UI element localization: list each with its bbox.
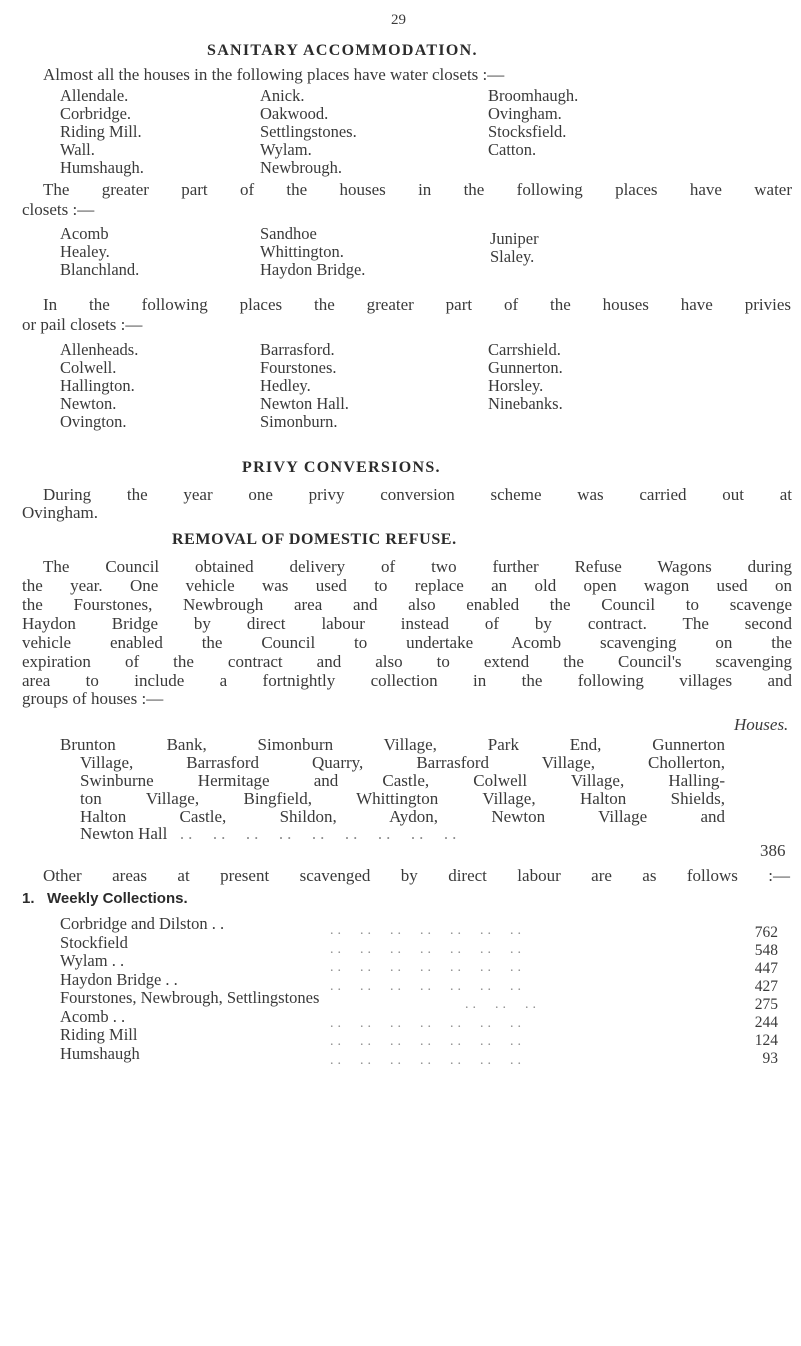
refuse-heading: REMOVAL OF DOMESTIC REFUSE. — [172, 531, 457, 548]
water-closet-column-2 — [260, 87, 357, 177]
refuse-paragraph-line: Haydon Bridge by direct labour instead of by contract. The second — [22, 614, 792, 633]
place-name: Juniper — [490, 229, 539, 248]
place-name: Ovington. — [60, 412, 127, 431]
houses-column-label: Houses. — [734, 715, 789, 734]
dot-leader: .. .. .. .. .. .. .. .. .. — [171, 824, 461, 843]
place-name: Settlingstones. — [260, 122, 357, 141]
refuse-paragraph-line: the year. One vehicle was used to replace an old open wagon used on — [22, 576, 792, 595]
privy-column-2 — [260, 341, 349, 431]
weekly-row-houses: 124 — [754, 1032, 778, 1049]
weekly-collections-heading: 1. Weekly Collections. — [22, 890, 188, 907]
place-name: Oakwood. — [260, 104, 329, 123]
refuse-paragraph-line: groups of houses :— — [22, 689, 164, 708]
place-name: Humshaugh. — [60, 158, 144, 177]
villages-houses-count: 386 — [760, 841, 786, 860]
weekly-row-place: Wylam . . — [60, 951, 125, 970]
greater-part-column-3 — [490, 230, 539, 266]
privy-conversions-heading: PRIVY CONVERSIONS. — [242, 459, 441, 476]
weekly-row-place: Humshaugh — [60, 1043, 140, 1063]
place-name: Hallington. — [60, 376, 135, 395]
villages-last-line: Newton Hall — [80, 824, 168, 843]
place-name: Carrshield. — [488, 340, 561, 359]
place-name: Wall. — [60, 140, 95, 159]
privy-column-3 — [488, 341, 563, 413]
sanitary-heading: SANITARY ACCOMMODATION. — [207, 42, 478, 59]
weekly-places-column — [60, 915, 319, 1063]
weekly-row-houses: 427 — [754, 978, 778, 995]
weekly-row-place: Corbridge and Dilston . . — [60, 914, 225, 933]
place-name: Catton. — [488, 140, 537, 159]
privies-intro-line-1: In the following places the greater part of the houses have privies — [43, 295, 791, 314]
place-name: Horsley. — [488, 376, 544, 395]
weekly-dot-leaders: .. .. .. .. .. .. .. .. .. .. .. .. .. .. .. .. .. .. .. .. .. .. .. .. .. .. .. .. .. .. .. .. .. .. .. .. .. .. .. .. .. .. .. .. .. .. .. .. .. .. .. .. — [330, 923, 540, 1068]
place-name: Healey. — [60, 242, 110, 261]
weekly-row-place: Acomb . . — [60, 1006, 126, 1026]
place-name: Anick. — [260, 86, 305, 105]
place-name: Newton. — [60, 394, 117, 413]
place-name: Ninebanks. — [488, 394, 563, 413]
place-name: Stocksfield. — [488, 122, 567, 141]
weekly-row-place: Stockfield — [60, 932, 128, 952]
place-name: Wylam. — [260, 140, 312, 159]
sanitary-intro: Almost all the houses in the following places have water closets :— — [43, 65, 505, 84]
weekly-row-houses: 548 — [754, 942, 778, 959]
weekly-row-place: Riding Mill — [60, 1025, 138, 1044]
water-closet-column-1 — [60, 87, 144, 177]
weekly-row-place: Fourstones, Newbrough, Settlingstones — [60, 988, 320, 1007]
place-name: Newbrough. — [260, 158, 343, 177]
place-name: Sandhoe — [260, 224, 317, 243]
refuse-paragraph-line: The Council obtained delivery of two further Refuse Wagons during — [43, 557, 792, 576]
place-name: Barrasford. — [260, 340, 335, 359]
place-name: Newton Hall. — [260, 394, 349, 413]
place-name: Slaley. — [490, 247, 535, 266]
privy-column-1 — [60, 341, 138, 431]
place-name: Blanchland. — [60, 260, 140, 279]
weekly-row-houses: 447 — [754, 960, 778, 977]
privy-conversions-line-2: Ovingham. — [22, 503, 99, 522]
place-name: Acomb — [60, 224, 109, 243]
greater-part-intro-line-1: The greater part of the houses in the following places have water — [43, 180, 792, 199]
villages-line: Brunton Bank, Simonburn Village, Park End, Gunnerton — [60, 735, 725, 754]
villages-line: Swinburne Hermitage and Castle, Colwell Village, Halling- — [80, 771, 725, 790]
refuse-paragraph-line: vehicle enabled the Council to undertake Acomb scavenging on the — [22, 633, 792, 652]
water-closet-column-3 — [488, 87, 578, 159]
privies-intro-line-2: or pail closets :— — [22, 315, 143, 334]
weekly-houses-column — [738, 924, 778, 1068]
place-name: Allenheads. — [60, 340, 139, 359]
place-name: Whittington. — [260, 242, 344, 261]
place-name: Ovingham. — [488, 104, 562, 123]
weekly-row-houses: 93 — [762, 1050, 778, 1067]
page-number: 29 — [391, 12, 406, 28]
place-name: Gunnerton. — [488, 358, 563, 377]
villages-line: Halton Castle, Shildon, Aydon, Newton Village and — [80, 807, 725, 826]
weekly-row-houses: 275 — [754, 996, 778, 1013]
other-areas-text: Other areas at present scavenged by direct labour are as follows :— — [43, 866, 790, 885]
weekly-row-houses: 762 — [754, 924, 778, 941]
greater-part-intro-line-2: closets :— — [22, 200, 95, 219]
villages-line — [80, 823, 460, 844]
place-name: Corbridge. — [60, 104, 132, 123]
weekly-row-houses: 244 — [754, 1014, 778, 1031]
refuse-paragraph-line: the Fourstones, Newbrough area and also enabled the Council to scavenge — [22, 595, 792, 614]
place-name: Fourstones. — [260, 358, 337, 377]
weekly-row-place: Haydon Bridge . . — [60, 969, 178, 989]
villages-line: Village, Barrasford Quarry, Barrasford Village, Chollerton, — [80, 753, 725, 772]
place-name: Simonburn. — [260, 412, 338, 431]
refuse-paragraph-line: area to include a fortnightly collection in the following villages and — [22, 671, 792, 690]
place-name: Haydon Bridge. — [260, 260, 366, 279]
place-name: Allendale. — [60, 86, 129, 105]
place-name: Colwell. — [60, 358, 117, 377]
villages-line: ton Village, Bingfield, Whittington Village, Halton Shields, — [80, 789, 725, 808]
privy-conversions-line-1: During the year one privy conversion scheme was carried out at — [43, 485, 792, 504]
place-name: Riding Mill. — [60, 122, 142, 141]
greater-part-column-1 — [60, 225, 139, 279]
place-name: Hedley. — [260, 376, 311, 395]
place-name: Broomhaugh. — [488, 86, 579, 105]
greater-part-column-2 — [260, 225, 365, 279]
refuse-paragraph-line: expiration of the contract and also to extend the Council's scavenging — [22, 652, 792, 671]
